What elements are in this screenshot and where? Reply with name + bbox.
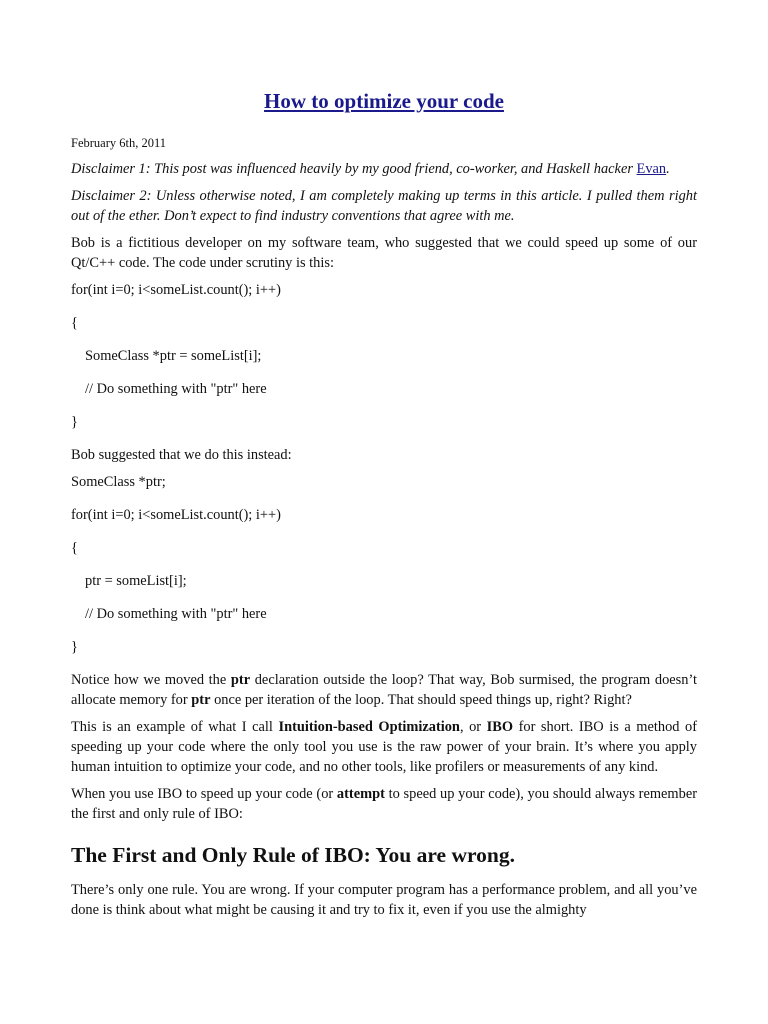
- suggestion-paragraph: Bob suggested that we do this instead:: [71, 447, 292, 463]
- article-date: February 6th, 2011: [71, 136, 167, 150]
- code-line: for(int i=0; i<someList.count(); i++): [71, 507, 281, 523]
- code-block-1: [71, 280, 697, 432]
- notice-text: once per iteration of the loop. That should speed things up, right? Right?: [210, 692, 632, 708]
- disclaimer-2: Disclaimer 2: Unless otherwise noted, I am completely making up terms in this article. I pulled them right out of the ether. Don’t expect to find industry conventions that agree with me.: [71, 188, 697, 224]
- code-line: ptr = someList[i];: [85, 573, 187, 589]
- code-line: // Do something with "ptr" here: [85, 381, 267, 397]
- code-line: SomeClass *ptr = someList[i];: [85, 348, 262, 364]
- code-line: for(int i=0; i<someList.count(); i++): [71, 282, 281, 298]
- code-line: // Do something with "ptr" here: [85, 606, 267, 622]
- when-text: to speed up your code), you should always remember the first and only rule of IBO:: [71, 786, 698, 822]
- ibo-paragraph: [71, 717, 697, 777]
- article: [71, 86, 697, 927]
- article-title: [71, 86, 697, 116]
- notice-text: Notice how we moved the: [71, 672, 231, 688]
- when-text: When you use IBO to speed up your code (or: [71, 786, 337, 802]
- article-title-link[interactable]: How to optimize your code: [264, 89, 504, 113]
- ibo-abbrev: IBO: [486, 719, 514, 735]
- notice-paragraph: [71, 670, 697, 710]
- when-paragraph: [71, 784, 697, 824]
- ibo-text: This is an example of what I call: [71, 719, 279, 735]
- notice-text: declaration outside the loop? That way, Bob surmised, the program doesn’t allocate memory for: [71, 672, 697, 708]
- ibo-text: , or: [459, 719, 487, 735]
- code-line: }: [71, 414, 78, 430]
- code-block-2: [71, 472, 697, 657]
- ptr-term: ptr: [230, 672, 251, 688]
- attempt-term: attempt: [336, 786, 385, 802]
- code-line: {: [71, 540, 78, 556]
- disclaimer-1-end: .: [666, 161, 670, 177]
- disclaimer-1-text: Disclaimer 1: This post was influenced heavily by my good friend, co-worker, and Haskell hacker: [71, 161, 637, 177]
- ibo-text: for short. IBO is a method of speeding up your code where the only tool you use is the raw power of your brain. It’s where you apply human intuition to optimize your code, and no other tools, like profilers or measurements of any kind.: [71, 719, 698, 775]
- evan-link[interactable]: Evan: [636, 161, 667, 177]
- ptr-term: ptr: [191, 692, 211, 708]
- section-heading: The First and Only Rule of IBO: You are wrong.: [71, 843, 515, 867]
- ibo-term: Intuition-based Optimization: [278, 719, 460, 735]
- intro-paragraph: Bob is a fictitious developer on my software team, who suggested that we could speed up some of our Qt/C++ code. The code under scrutiny is this:: [71, 235, 697, 271]
- final-paragraph: There’s only one rule. You are wrong. If your computer program has a performance problem, and all you’ve done is think about what might be causing it and try to fix it, even if you use the almighty: [71, 882, 697, 918]
- disclaimer-1: [71, 159, 697, 179]
- code-line: }: [71, 639, 78, 655]
- code-line: SomeClass *ptr;: [71, 474, 166, 490]
- code-line: {: [71, 315, 78, 331]
